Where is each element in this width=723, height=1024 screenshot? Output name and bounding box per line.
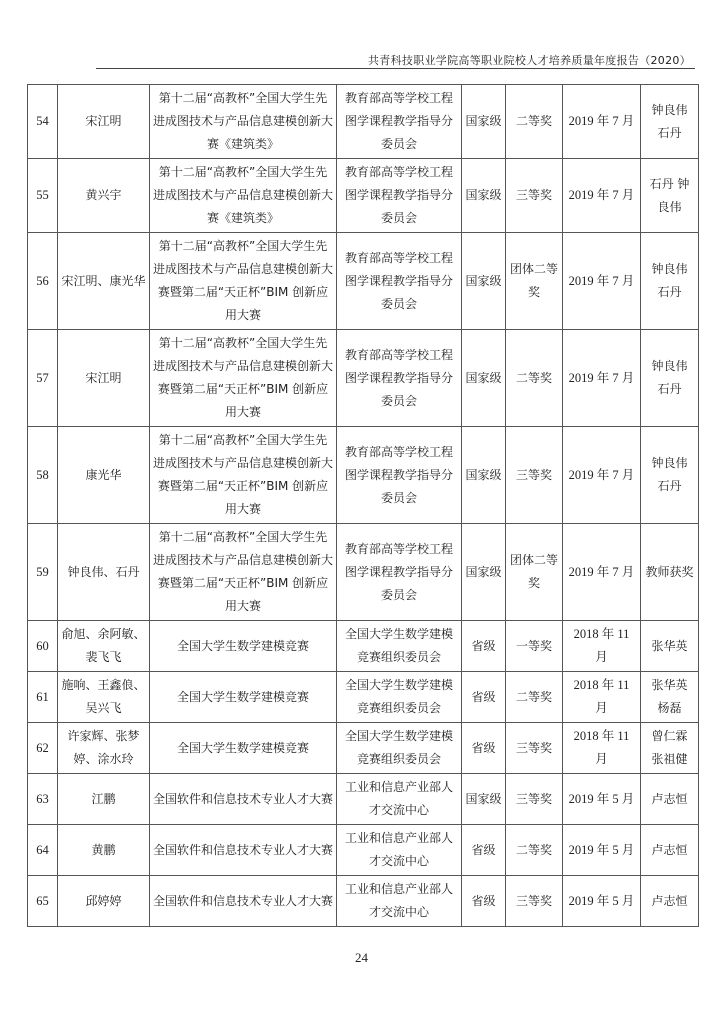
student-names-cell: 俞旭、余阿敏、裴飞飞 [58, 621, 150, 672]
award-grade-cell: 三等奖 [506, 774, 563, 825]
row-number-cell: 55 [28, 159, 58, 233]
table-row [28, 723, 699, 774]
table-row [28, 672, 699, 723]
competition-name-cell: 第十二届“高教杯”全国大学生先进成图技术与产品信息建模创新大赛暨第二届“天正杯”BIM 创新应用大赛 [150, 330, 337, 427]
student-names-cell: 宋江明、康光华 [58, 233, 150, 330]
competition-name-cell: 第十二届“高教杯”全国大学生先进成图技术与产品信息建模创新大赛暨第二届“天正杯”BIM 创新应用大赛 [150, 427, 337, 524]
table-row [28, 330, 699, 427]
awards-table [27, 84, 699, 927]
student-names-cell: 宋江明 [58, 330, 150, 427]
award-level-cell: 国家级 [462, 330, 506, 427]
award-level-cell: 国家级 [462, 774, 506, 825]
competition-name-cell: 第十二届“高教杯”全国大学生先进成图技术与产品信息建模创新大赛《建筑类》 [150, 85, 337, 159]
row-number-cell: 65 [28, 876, 58, 927]
instructor-cell: 钟良伟 石丹 [641, 427, 699, 524]
award-date-cell: 2019 年 7 月 [563, 159, 641, 233]
award-grade-cell: 团体二等奖 [506, 233, 563, 330]
instructor-cell: 曾仁霖 张祖健 [641, 723, 699, 774]
award-level-cell: 省级 [462, 876, 506, 927]
row-number-cell: 54 [28, 85, 58, 159]
competition-name-cell: 第十二届“高教杯”全国大学生先进成图技术与产品信息建模创新大赛暨第二届“天正杯”BIM 创新应用大赛 [150, 524, 337, 621]
table-row [28, 621, 699, 672]
instructor-cell: 卢志恒 [641, 774, 699, 825]
table-row [28, 524, 699, 621]
instructor-cell: 钟良伟 石丹 [641, 85, 699, 159]
award-level-cell: 国家级 [462, 85, 506, 159]
competition-name-cell: 第十二届“高教杯”全国大学生先进成图技术与产品信息建模创新大赛《建筑类》 [150, 159, 337, 233]
award-date-cell: 2019 年 7 月 [563, 85, 641, 159]
instructor-cell: 钟良伟 石丹 [641, 330, 699, 427]
row-number-cell: 62 [28, 723, 58, 774]
header-rule [96, 68, 695, 69]
organizer-cell: 工业和信息产业部人才交流中心 [337, 876, 462, 927]
competition-name-cell: 第十二届“高教杯”全国大学生先进成图技术与产品信息建模创新大赛暨第二届“天正杯”BIM 创新应用大赛 [150, 233, 337, 330]
organizer-cell: 教育部高等学校工程图学课程教学指导分委员会 [337, 85, 462, 159]
organizer-cell: 教育部高等学校工程图学课程教学指导分委员会 [337, 427, 462, 524]
organizer-cell: 工业和信息产业部人才交流中心 [337, 825, 462, 876]
row-number-cell: 60 [28, 621, 58, 672]
table-row [28, 876, 699, 927]
instructor-cell: 教师获奖 [641, 524, 699, 621]
student-names-cell: 邱婷婷 [58, 876, 150, 927]
competition-name-cell: 全国大学生数学建模竞赛 [150, 621, 337, 672]
award-level-cell: 省级 [462, 621, 506, 672]
table-row [28, 159, 699, 233]
student-names-cell: 钟良伟、石丹 [58, 524, 150, 621]
row-number-cell: 63 [28, 774, 58, 825]
organizer-cell: 全国大学生数学建模竞赛组织委员会 [337, 672, 462, 723]
row-number-cell: 59 [28, 524, 58, 621]
organizer-cell: 工业和信息产业部人才交流中心 [337, 774, 462, 825]
award-date-cell: 2019 年 7 月 [563, 330, 641, 427]
award-date-cell: 2018 年 11 月 [563, 621, 641, 672]
award-level-cell: 国家级 [462, 233, 506, 330]
award-grade-cell: 二等奖 [506, 85, 563, 159]
award-grade-cell: 二等奖 [506, 672, 563, 723]
competition-name-cell: 全国软件和信息技术专业人才大赛 [150, 876, 337, 927]
table-row [28, 825, 699, 876]
competition-name-cell: 全国软件和信息技术专业人才大赛 [150, 825, 337, 876]
competition-name-cell: 全国大学生数学建模竞赛 [150, 672, 337, 723]
running-header: 共青科技职业学院高等职业院校人才培养质量年度报告（2020） [368, 54, 691, 67]
award-grade-cell: 二等奖 [506, 330, 563, 427]
table-row [28, 85, 699, 159]
student-names-cell: 康光华 [58, 427, 150, 524]
instructor-cell: 卢志恒 [641, 876, 699, 927]
instructor-cell: 钟良伟 石丹 [641, 233, 699, 330]
instructor-cell: 石丹 钟良伟 [641, 159, 699, 233]
award-date-cell: 2019 年 5 月 [563, 825, 641, 876]
award-grade-cell: 二等奖 [506, 825, 563, 876]
table-row [28, 427, 699, 524]
award-level-cell: 省级 [462, 723, 506, 774]
student-names-cell: 黄鹏 [58, 825, 150, 876]
award-date-cell: 2018 年 11 月 [563, 672, 641, 723]
row-number-cell: 61 [28, 672, 58, 723]
organizer-cell: 教育部高等学校工程图学课程教学指导分委员会 [337, 524, 462, 621]
student-names-cell: 施响、王鑫俍、吴兴飞 [58, 672, 150, 723]
award-grade-cell: 三等奖 [506, 159, 563, 233]
table-row [28, 774, 699, 825]
award-date-cell: 2018 年 11 月 [563, 723, 641, 774]
row-number-cell: 58 [28, 427, 58, 524]
award-level-cell: 国家级 [462, 524, 506, 621]
organizer-cell: 教育部高等学校工程图学课程教学指导分委员会 [337, 159, 462, 233]
row-number-cell: 57 [28, 330, 58, 427]
student-names-cell: 黄兴宇 [58, 159, 150, 233]
instructor-cell: 卢志恒 [641, 825, 699, 876]
award-date-cell: 2019 年 7 月 [563, 524, 641, 621]
award-grade-cell: 团体二等奖 [506, 524, 563, 621]
award-grade-cell: 三等奖 [506, 723, 563, 774]
row-number-cell: 64 [28, 825, 58, 876]
instructor-cell: 张华英 杨磊 [641, 672, 699, 723]
student-names-cell: 江鹏 [58, 774, 150, 825]
organizer-cell: 教育部高等学校工程图学课程教学指导分委员会 [337, 233, 462, 330]
table-row [28, 233, 699, 330]
award-date-cell: 2019 年 5 月 [563, 876, 641, 927]
competition-name-cell: 全国软件和信息技术专业人才大赛 [150, 774, 337, 825]
student-names-cell: 宋江明 [58, 85, 150, 159]
award-date-cell: 2019 年 7 月 [563, 427, 641, 524]
award-level-cell: 省级 [462, 672, 506, 723]
student-names-cell: 许家辉、张梦婷、涂水玲 [58, 723, 150, 774]
award-level-cell: 国家级 [462, 159, 506, 233]
award-date-cell: 2019 年 5 月 [563, 774, 641, 825]
competition-name-cell: 全国大学生数学建模竞赛 [150, 723, 337, 774]
award-grade-cell: 三等奖 [506, 427, 563, 524]
award-level-cell: 省级 [462, 825, 506, 876]
award-level-cell: 国家级 [462, 427, 506, 524]
award-grade-cell: 一等奖 [506, 621, 563, 672]
organizer-cell: 全国大学生数学建模竞赛组织委员会 [337, 621, 462, 672]
page-number: 24 [355, 950, 368, 965]
row-number-cell: 56 [28, 233, 58, 330]
award-grade-cell: 三等奖 [506, 876, 563, 927]
instructor-cell: 张华英 [641, 621, 699, 672]
organizer-cell: 全国大学生数学建模竞赛组织委员会 [337, 723, 462, 774]
awards-table-body [28, 85, 699, 927]
organizer-cell: 教育部高等学校工程图学课程教学指导分委员会 [337, 330, 462, 427]
award-date-cell: 2019 年 7 月 [563, 233, 641, 330]
